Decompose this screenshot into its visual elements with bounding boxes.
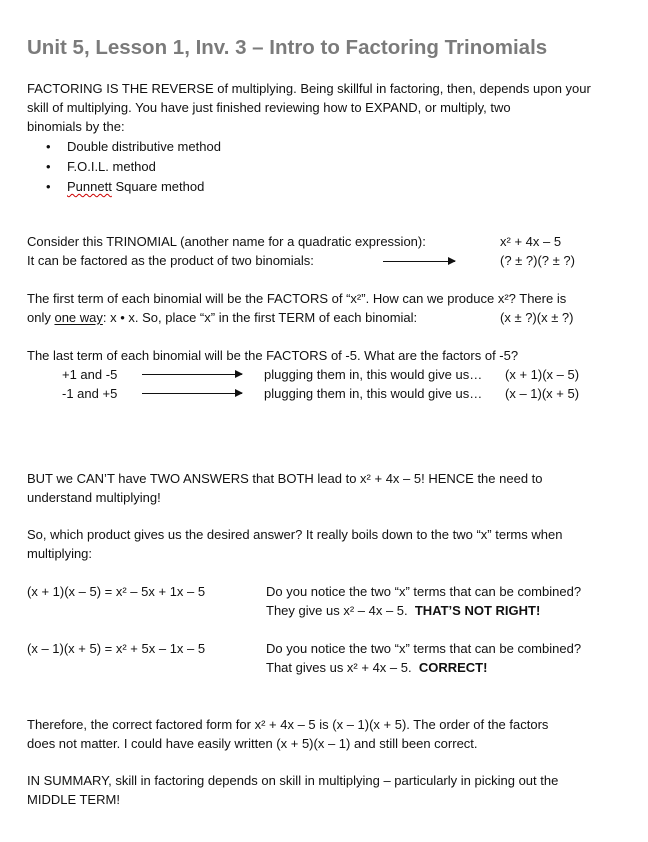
right-arrow-icon (383, 261, 455, 262)
factor-pair-2: -1 and +5 (62, 386, 118, 401)
binomial-template: (? ± ?)(? ± ?) (500, 253, 575, 268)
intro-line-3: binomials by the: (27, 119, 125, 134)
last-term-line-1: The last term of each binomial will be the FACTORS of -5. What are the factors of -5? (27, 348, 519, 363)
intro-line-1: FACTORING IS THE REVERSE of multiplying. Being skillful in factoring, then, depends upon your (27, 81, 591, 96)
case-2-result (266, 658, 487, 677)
text-span: : x • x. So, place “x” in the first TERM of each binomial: (102, 310, 418, 325)
case-1-equation: (x + 1)(x – 5) = x² – 5x + 1x – 5 (27, 584, 206, 599)
case-2-note: Do you notice the two “x” terms that can be combined? (266, 641, 582, 656)
method-suffix: Square method (111, 179, 205, 194)
method-item: • Double distributive method (44, 137, 221, 157)
text-span: only (27, 310, 55, 325)
summary-line-1: IN SUMMARY, skill in factoring depends on skill in multiplying – particularly in picking out the (27, 773, 559, 788)
case-1-verdict: THAT’S NOT RIGHT! (414, 603, 541, 618)
first-term-line-1: The first term of each binomial will be the FACTORS of “x²”. How can we produce x²? There is (27, 291, 567, 306)
so-line-2: multiplying: (27, 546, 93, 561)
case-2-verdict: CORRECT! (418, 660, 488, 675)
product-2: (x – 1)(x + 5) (505, 386, 580, 401)
plug-text-1: plugging them in, this would give us… (264, 367, 483, 382)
consider-line-1: Consider this TRINOMIAL (another name for a quadratic expression): (27, 234, 426, 249)
consider-line-2: It can be factored as the product of two binomials: (27, 253, 314, 268)
but-line-1: BUT we CAN’T have TWO ANSWERS that BOTH lead to x² + 4x – 5! HENCE the need to (27, 471, 543, 486)
method-item (44, 177, 221, 197)
first-term-line-2 (27, 308, 417, 327)
case-2-equation: (x – 1)(x + 5) = x² + 5x – 1x – 5 (27, 641, 206, 656)
text-span: They give us x² – 4x – 5. (266, 603, 408, 618)
page-title: Unit 5, Lesson 1, Inv. 3 – Intro to Factoring Trinomials (27, 36, 548, 59)
intro-line-2: skill of multiplying. You have just finished reviewing how to EXPAND, or multiply, two (27, 100, 511, 115)
one-way-underlined: one way (54, 310, 103, 325)
text-span: That gives us x² + 4x – 5. (266, 660, 412, 675)
first-term-expression: (x ± ?)(x ± ?) (500, 310, 574, 325)
therefore-line-1: Therefore, the correct factored form for x² + 4x – 5 is (x – 1)(x + 5). The order of the factors (27, 717, 549, 732)
but-line-2: understand multiplying! (27, 490, 161, 505)
trinomial-expression: x² + 4x – 5 (500, 234, 562, 249)
method-name: Punnett (67, 179, 112, 194)
therefore-line-2: does not matter. I could have easily written (x + 5)(x – 1) and still been correct. (27, 736, 478, 751)
so-line-1: So, which product gives us the desired answer? It really boils down to the two “x” terms when (27, 527, 563, 542)
factor-pair-1: +1 and -5 (62, 367, 118, 382)
methods-list (44, 137, 221, 197)
plug-text-2: plugging them in, this would give us… (264, 386, 483, 401)
right-arrow-icon (142, 393, 242, 394)
method-item: • F.O.I.L. method (44, 157, 221, 177)
summary-line-2: MIDDLE TERM! (27, 792, 120, 807)
case-1-result (266, 601, 540, 620)
product-1: (x + 1)(x – 5) (505, 367, 580, 382)
case-1-note: Do you notice the two “x” terms that can be combined? (266, 584, 582, 599)
right-arrow-icon (142, 374, 242, 375)
